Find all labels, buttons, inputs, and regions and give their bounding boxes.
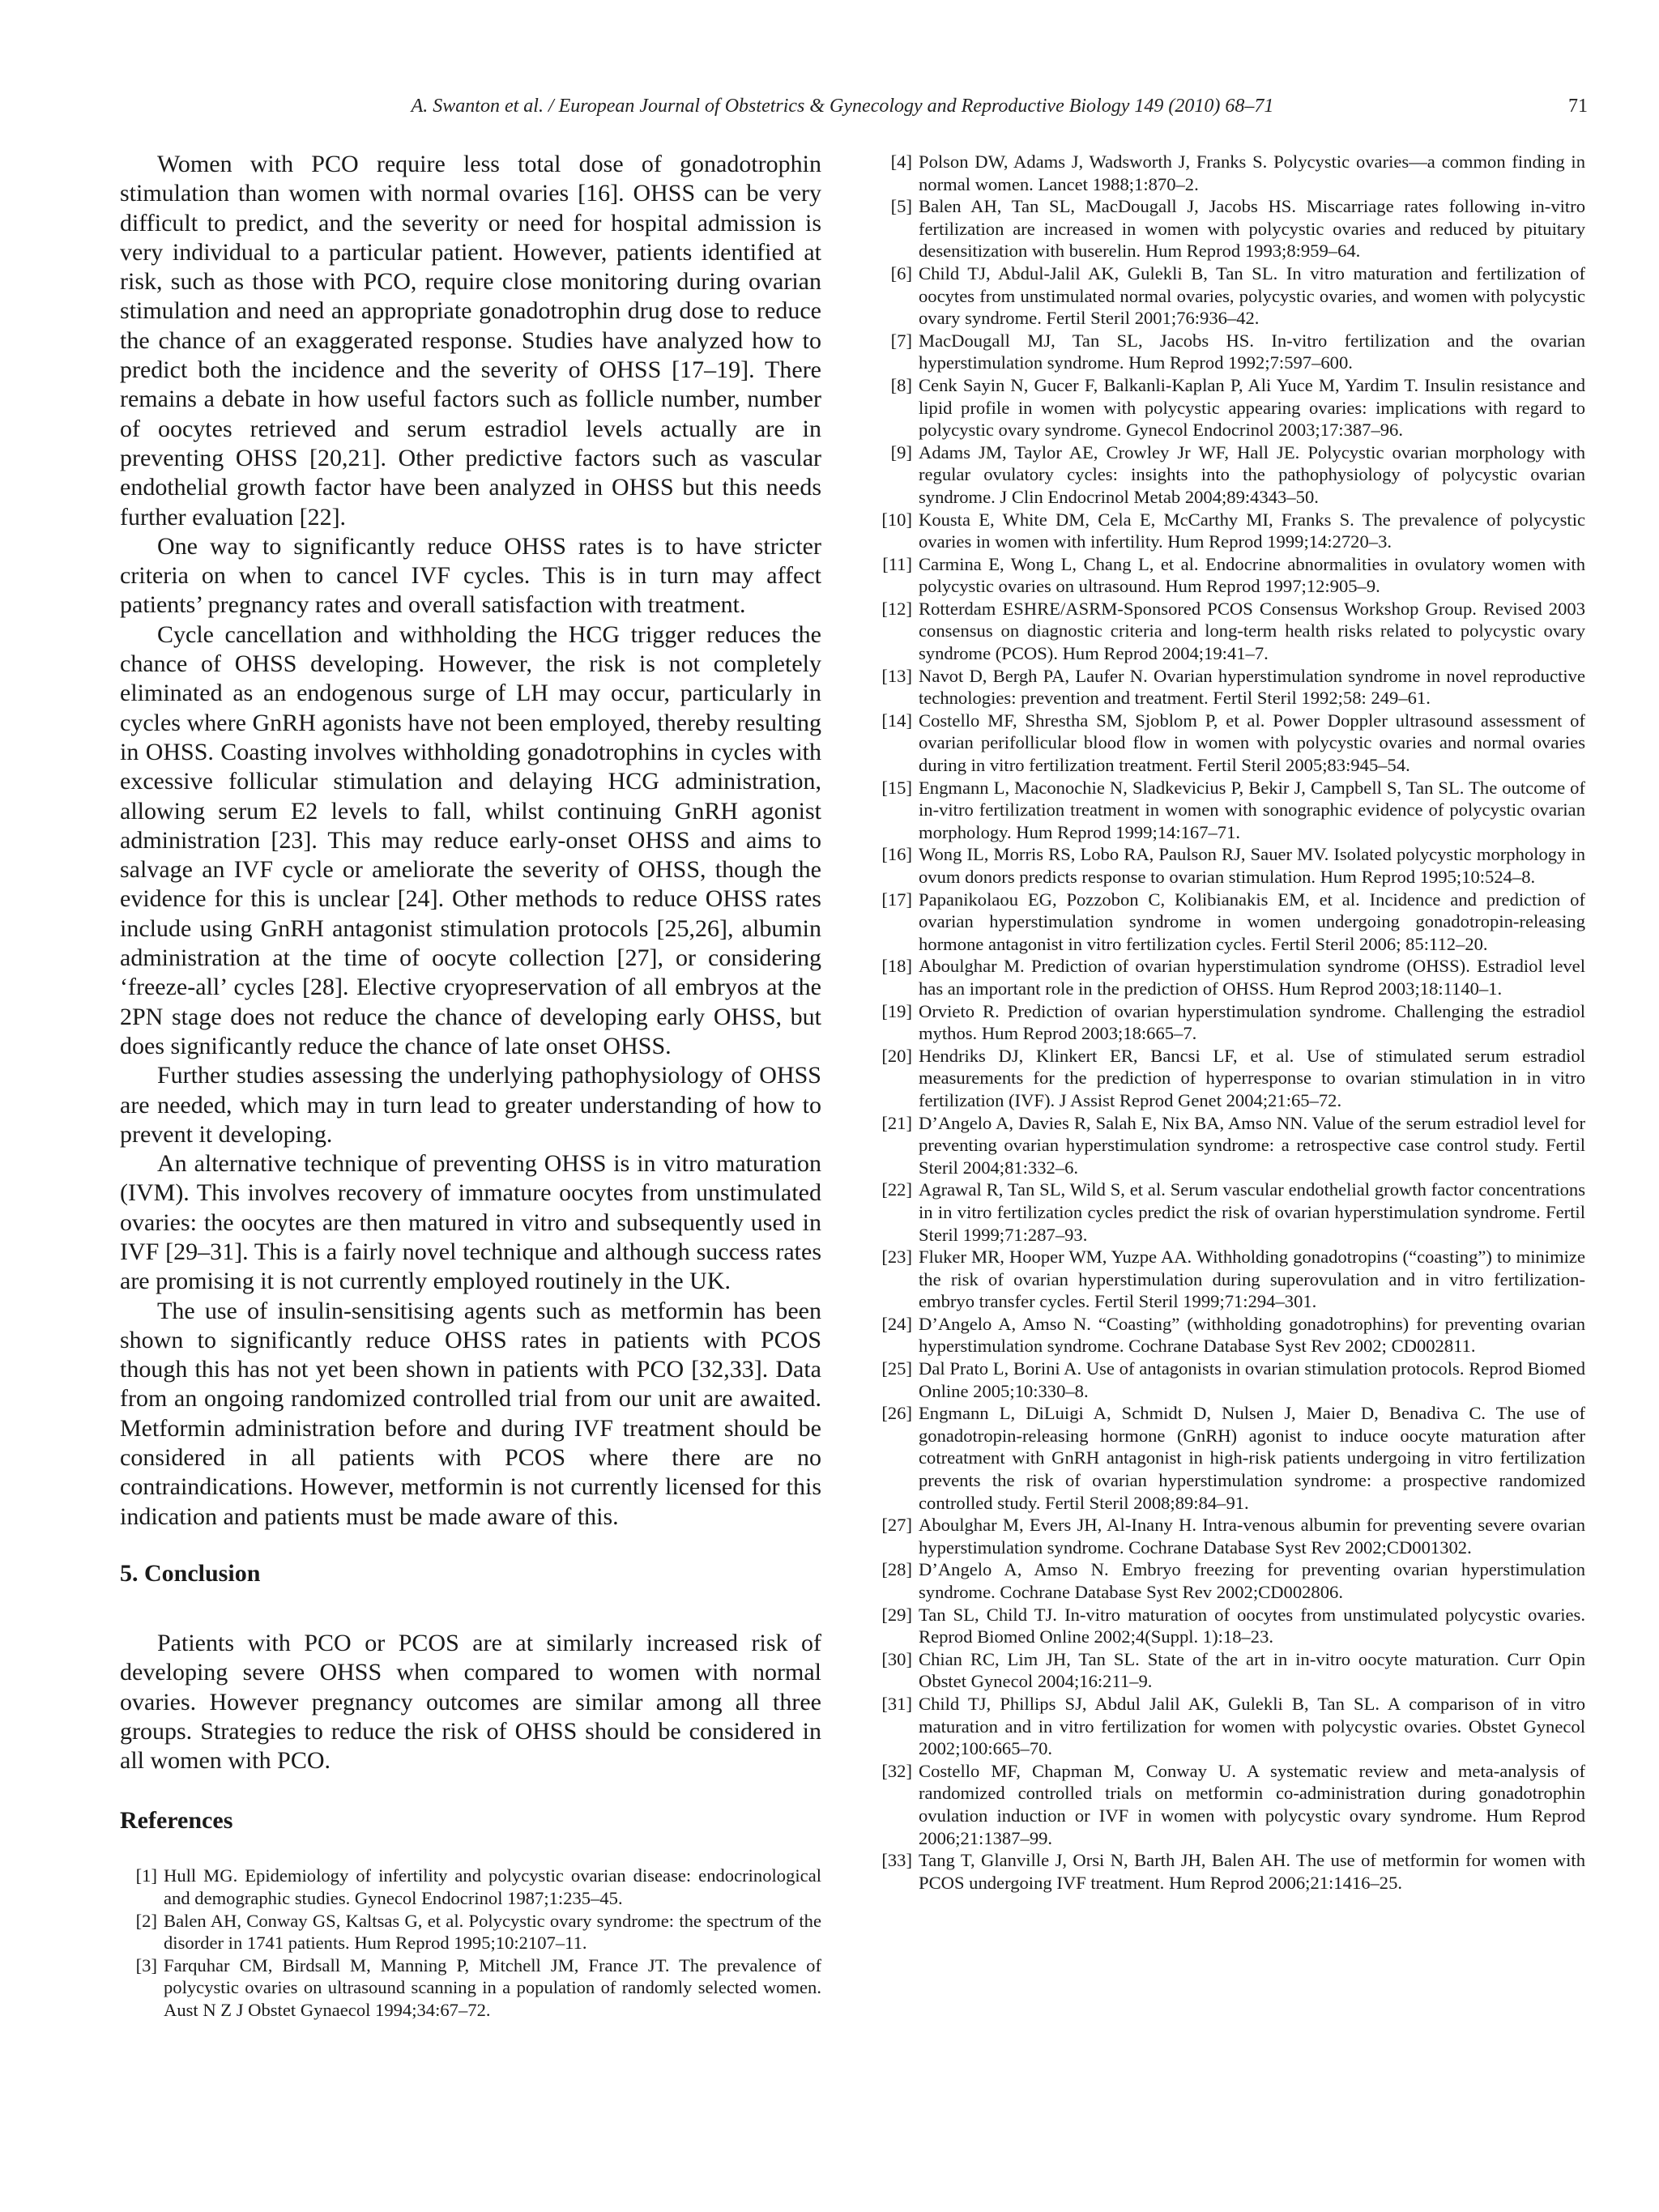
- reference-text: Aboulghar M, Evers JH, Al-Inany H. Intra-venous albumin for preventing severe ovarian hyperstimulation syndrome. Cochrane Database Syst Rev 2002;CD001302.: [919, 1515, 1585, 1558]
- reference-number: [17]: [881, 889, 912, 910]
- reference-text: Fluker MR, Hooper WM, Yuzpe AA. Withholding gonadotropins (“coasting”) to minimize the risk of ovarian hyperstimulation during superovulation and in vitro fertilization-embryo transfer cycles. Fertil Steril 1999;71:294–301.: [919, 1247, 1585, 1312]
- reference-item: [875, 1514, 1585, 1558]
- reference-number: [26]: [881, 1403, 912, 1424]
- reference-number: [15]: [881, 777, 912, 798]
- reference-number: [31]: [881, 1693, 912, 1714]
- reference-number: [19]: [881, 1000, 912, 1021]
- reference-text: Adams JM, Taylor AE, Crowley Jr WF, Hall JE. Polycystic ovarian morphology with regular ovulatory cycles: insights into the pathophysiology of polycystic ovarian syndrome. J Clin Endocrinol Metab 2004;89:4343–50.: [919, 441, 1585, 507]
- reference-text: Agrawal R, Tan SL, Wild S, et al. Serum vascular endothelial growth factor concentrations in in vitro fertilization cycles predict the risk of ovarian hyperstimulation syndrome. Fertil Steril 1999;71:287–93.: [919, 1179, 1585, 1245]
- reference-text: MacDougall MJ, Tan SL, Jacobs HS. In-vitro fertilization and the ovarian hyperstimulation syndrome. Hum Reprod 1992;7:597–600.: [919, 330, 1585, 373]
- reference-item: [120, 1910, 821, 1954]
- reference-text: Kousta E, White DM, Cela E, McCarthy MI, Franks S. The prevalence of polycystic ovaries in women with infertility. Hum Reprod 1999;14:2720–3.: [919, 509, 1585, 552]
- reference-text: Farquhar CM, Birdsall M, Manning P, Mitchell JM, France JT. The prevalence of polycystic ovaries on ultrasound scanning in a population of randomly selected women. Aust N Z J Obstet Gynaecol 1994;34:67–72.: [164, 1954, 821, 2020]
- reference-item: [875, 1045, 1585, 1112]
- reference-number: [10]: [881, 509, 912, 530]
- paragraph-2: One way to significantly reduce OHSS rates is to have stricter criteria on when to cancel IVF cycles. This is in turn may affect patients’ pregnancy rates and overall satisfaction with treatment.: [120, 532, 821, 619]
- reference-text: Cenk Sayin N, Gucer F, Balkanli-Kaplan P, Ali Yuce M, Yardim T. Insulin resistance and lipid profile in women with polycystic appearing ovaries: implications with regard to polycystic ovary syndrome. Gynecol Endocrinol 2003;17:387–96.: [919, 374, 1585, 441]
- reference-item: [875, 1760, 1585, 1849]
- reference-number: [33]: [881, 1850, 912, 1871]
- reference-text: Dal Prato L, Borini A. Use of antagonists in ovarian stimulation protocols. Reprod Biomed Online 2005;10:330–8.: [919, 1358, 1585, 1401]
- reference-number: [14]: [881, 710, 912, 731]
- reference-item: [875, 889, 1585, 956]
- reference-text: D’Angelo A, Amso N. “Coasting” (withholding gonadotrophins) for preventing ovarian hyperstimulation syndrome. Cochrane Database Syst Rev 2002; CD002811.: [919, 1313, 1585, 1357]
- reference-item: [875, 1112, 1585, 1179]
- reference-item: [120, 1954, 821, 2022]
- reference-text: Aboulghar M. Prediction of ovarian hyperstimulation syndrome (OHSS). Estradiol level has an important role in the prediction of OHSS. Hum Reprod 2003;18:1140–1.: [919, 956, 1585, 999]
- reference-item: [875, 1693, 1585, 1760]
- reference-item: [875, 843, 1585, 888]
- reference-item: [875, 1313, 1585, 1357]
- reference-text: Rotterdam ESHRE/ASRM-Sponsored PCOS Consensus Workshop Group. Revised 2003 consensus on diagnostic criteria and long-term health risks related to polycystic ovary syndrome (PCOS). Hum Reprod 2004;19:41–7.: [919, 598, 1585, 664]
- page-number: 71: [1568, 96, 1588, 117]
- running-head: A. Swanton et al. / European Journal of Obstetrics & Gynecology and Reproductive Biology 149 (2010) 68–71: [411, 96, 1274, 117]
- reference-item: [875, 330, 1585, 374]
- paragraph-1: Women with PCO require less total dose of gonadotrophin stimulation than women with normal ovaries [16]. OHSS can be very difficult to predict, and the severity or need for hospital admission is very individual to a particular patient. However, patients identified at risk, such as those with PCO, require close monitoring during ovarian stimulation and need an appropriate gonadotrophin drug dose to reduce the chance of an exaggerated response. Studies have analyzed how to predict both the incidence and the severity of OHSS [17–19]. There remains a debate in how useful factors such as follicle number, number of oocytes retrieved and serum estradiol levels actually are in preventing OHSS [20,21]. Other predictive factors such as vascular endothelial growth factor have been analyzed in OHSS but this needs further evaluation [22].: [120, 151, 821, 531]
- reference-number: [3]: [135, 1954, 157, 1975]
- paragraph-5: An alternative technique of preventing OHSS is in vitro maturation (IVM). This involves recovery of immature oocytes from unstimulated ovaries: the oocytes are then matured in vitro and subsequently used in IVF [29–31]. This is a fairly novel technique and although success rates are promising it is not currently employed routinely in the UK.: [120, 1150, 821, 1295]
- reference-text: Orvieto R. Prediction of ovarian hyperstimulation syndrome. Challenging the estradiol mythos. Hum Reprod 2003;18:665–7.: [919, 1000, 1585, 1044]
- reference-number: [24]: [881, 1313, 912, 1334]
- reference-item: [875, 598, 1585, 665]
- reference-text: Child TJ, Phillips SJ, Abdul Jalil AK, Gulekli B, Tan SL. A comparison of in vitro maturation and in vitro fertilization for women with polycystic ovaries. Obstet Gynecol 2002;100:665–70.: [919, 1693, 1585, 1759]
- reference-text: Child TJ, Abdul-Jalil AK, Gulekli B, Tan SL. In vitro maturation and fertilization of oocytes from unstimulated normal ovaries, polycystic ovaries, and women with polycystic ovary syndrome. Fertil Steril 2001;76:936–42.: [919, 262, 1585, 329]
- reference-item: [875, 1246, 1585, 1313]
- reference-text: Engmann L, Maconochie N, Sladkevicius P, Bekir J, Campbell S, Tan SL. The outcome of in-vitro fertilization treatment in women with sonographic evidence of polycystic ovarian morphology. Hum Reprod 1999;14:167–71.: [919, 777, 1585, 842]
- reference-item: [875, 509, 1585, 553]
- reference-item: [875, 1604, 1585, 1648]
- reference-text: Tan SL, Child TJ. In-vitro maturation of oocytes from unstimulated polycystic ovaries. Reprod Biomed Online 2002;4(Suppl. 1):18–23.: [919, 1604, 1585, 1647]
- reference-item: [875, 374, 1585, 441]
- reference-item: [875, 151, 1585, 195]
- reference-item: [875, 1000, 1585, 1045]
- reference-list-right: [875, 151, 1585, 1894]
- reference-text: Wong IL, Morris RS, Lobo RA, Paulson RJ, Sauer MV. Isolated polycystic morphology in ovum donors predicts response to ovarian stimulation. Hum Reprod 1995;10:524–8.: [919, 844, 1585, 887]
- reference-number: [9]: [890, 441, 912, 462]
- reference-item: [875, 1357, 1585, 1402]
- reference-number: [2]: [135, 1910, 157, 1931]
- reference-list-left: [120, 1865, 821, 2021]
- reference-item: [875, 1558, 1585, 1603]
- reference-number: [4]: [890, 151, 912, 172]
- reference-item: [875, 1178, 1585, 1246]
- reference-number: [21]: [881, 1112, 912, 1133]
- reference-item: [875, 195, 1585, 262]
- reference-number: [16]: [881, 844, 912, 865]
- reference-item: [875, 1402, 1585, 1514]
- reference-number: [29]: [881, 1604, 912, 1625]
- reference-text: Chian RC, Lim JH, Tan SL. State of the art in in-vitro oocyte maturation. Curr Opin Obstet Gynecol 2004;16:211–9.: [919, 1648, 1585, 1692]
- reference-text: Engmann L, DiLuigi A, Schmidt D, Nulsen J, Maier D, Benadiva C. The use of gonadotropin-releasing hormone (GnRH) agonist to induce oocyte maturation after cotreatment with GnRH antagonist in high-risk patients undergoing in vitro fertilization prevents the risk of ovarian hyperstimulation syndrome: a prospective randomized controlled study. Fertil Steril 2008;89:84–91.: [919, 1403, 1585, 1513]
- paragraph-3: Cycle cancellation and withholding the HCG trigger reduces the chance of OHSS developing. However, the risk is not completely eliminated as an endogenous surge of LH may occur, particularly in cycles where GnRH agonists have not been employed, thereby resulting in OHSS. Coasting involves withholding gonadotrophins in cycles with excessive follicular stimulation and delaying HCG administration, allowing serum E2 levels to fall, whilst continuing GnRH agonist administration [23]. This may reduce early-onset OHSS and aims to salvage an IVF cycle or ameliorate the severity of OHSS, though the evidence for this is unclear [24]. Other methods to reduce OHSS rates include using GnRH antagonist stimulation protocols [25,26], albumin administration at the time of oocyte collection [27], or considering ‘freeze-all’ cycles [28]. Elective cryopreservation of all embryos at the 2PN stage does not reduce the chance of developing early OHSS, but does significantly reduce the chance of late onset OHSS.: [120, 620, 821, 1059]
- reference-number: [7]: [890, 330, 912, 351]
- reference-text: Costello MF, Chapman M, Conway U. A systematic review and meta-analysis of randomized controlled trials on metformin co-administration during gonadotrophin ovulation induction or IVF in women with polycystic ovary syndrome. Hum Reprod 2006;21:1387–99.: [919, 1760, 1585, 1848]
- reference-item: [875, 1648, 1585, 1693]
- paragraph-6: The use of insulin-sensitising agents such as metformin has been shown to significantly reduce OHSS rates in patients with PCOS though this has not yet been shown in patients with PCO [32,33]. Data from an ongoing randomized controlled trial from our unit are awaited. Metformin administration before and during IVF treatment should be considered in all patients with PCOS where there are no contraindications. However, metformin is not currently licensed for this indication and patients must be made aware of this.: [120, 1297, 821, 1530]
- reference-text: Hendriks DJ, Klinkert ER, Bancsi LF, et al. Use of stimulated serum estradiol measurements for the prediction of hyperresponse to ovarian stimulation in in vitro fertilization (IVF). J Assist Reprod Genet 2004;21:65–72.: [919, 1045, 1585, 1110]
- reference-text: Balen AH, Conway GS, Kaltsas G, et al. Polycystic ovary syndrome: the spectrum of the disorder in 1741 patients. Hum Reprod 1995;10:2107–11.: [164, 1910, 821, 1954]
- reference-text: Carmina E, Wong L, Chang L, et al. Endocrine abnormalities in ovulatory women with polycystic ovaries on ultrasound. Hum Reprod 1997;12:905–9.: [919, 553, 1585, 597]
- reference-text: Costello MF, Shrestha SM, Sjoblom P, et al. Power Doppler ultrasound assessment of ovarian perifollicular blood flow in women with polycystic ovaries and normal ovaries during in vitro fertilization treatment. Fertil Steril 2005;83:945–54.: [919, 710, 1585, 776]
- reference-item: [875, 955, 1585, 999]
- right-column: [875, 151, 1585, 1894]
- reference-number: [28]: [881, 1559, 912, 1580]
- reference-text: Navot D, Bergh PA, Laufer N. Ovarian hyperstimulation syndrome in novel reproductive technologies: prevention and treatment. Fertil Steril 1992;58: 249–61.: [919, 665, 1585, 709]
- reference-number: [22]: [881, 1179, 912, 1200]
- discussion-body: [120, 150, 821, 1532]
- reference-text: Polson DW, Adams J, Wadsworth J, Franks S. Polycystic ovaries—a common finding in normal women. Lancet 1988;1:870–2.: [919, 151, 1585, 194]
- reference-number: [5]: [890, 196, 912, 217]
- reference-number: [11]: [882, 553, 912, 574]
- reference-number: [12]: [881, 598, 912, 619]
- reference-text: D’Angelo A, Davies R, Salah E, Nix BA, Amso NN. Value of the serum estradiol level for preventing ovarian hyperstimulation syndrome: a retrospective case control study. Fertil Steril 2004;81:332–6.: [919, 1112, 1585, 1178]
- reference-item: [120, 1865, 821, 1909]
- conclusion-paragraph: Patients with PCO or PCOS are at similarly increased risk of developing severe OHSS when compared to women with normal ovaries. However pregnancy outcomes are similar among all three groups. Strategies to reduce the risk of OHSS should be considered in all women with PCO.: [120, 1629, 821, 1775]
- reference-item: [875, 553, 1585, 598]
- reference-item: [875, 777, 1585, 844]
- references-heading: References: [120, 1807, 233, 1835]
- reference-number: [27]: [881, 1515, 912, 1536]
- reference-number: [32]: [881, 1760, 912, 1781]
- conclusion-body: [120, 1629, 821, 1775]
- reference-text: Balen AH, Tan SL, MacDougall J, Jacobs HS. Miscarriage rates following in-vitro fertilization are increased in women with polycystic ovaries and reduced by pituitary desensitization with buserelin. Hum Reprod 1993;8:959–64.: [919, 196, 1585, 262]
- reference-number: [1]: [135, 1865, 157, 1886]
- reference-number: [30]: [881, 1648, 912, 1669]
- reference-number: [6]: [890, 262, 912, 283]
- reference-number: [20]: [881, 1045, 912, 1066]
- conclusion-heading: 5. Conclusion: [120, 1559, 261, 1587]
- reference-item: [875, 262, 1585, 330]
- reference-number: [8]: [890, 374, 912, 395]
- reference-item: [875, 665, 1585, 710]
- reference-item: [875, 710, 1585, 777]
- reference-item: [875, 1849, 1585, 1894]
- left-column: [120, 150, 821, 2022]
- reference-text: D’Angelo A, Amso N. Embryo freezing for preventing ovarian hyperstimulation syndrome. Cochrane Database Syst Rev 2002;CD002806.: [919, 1559, 1585, 1602]
- paragraph-4: Further studies assessing the underlying pathophysiology of OHSS are needed, which may in turn lead to greater understanding of how to prevent it developing.: [120, 1062, 821, 1148]
- reference-number: [25]: [881, 1358, 912, 1379]
- reference-number: [18]: [881, 956, 912, 977]
- reference-text: Papanikolaou EG, Pozzobon C, Kolibianakis EM, et al. Incidence and prediction of ovarian hyperstimulation syndrome in women undergoing gonadotropin-releasing hormone antagonist in vitro fertilization cycles. Fertil Steril 2006; 85:112–20.: [919, 889, 1585, 954]
- reference-text: Hull MG. Epidemiology of infertility and polycystic ovarian disease: endocrinological and demographic studies. Gynecol Endocrinol 1987;1:235–45.: [164, 1865, 821, 1909]
- reference-item: [875, 441, 1585, 509]
- reference-number: [23]: [881, 1247, 912, 1268]
- reference-text: Tang T, Glanville J, Orsi N, Barth JH, Balen AH. The use of metformin for women with PCOS undergoing IVF treatment. Hum Reprod 2006;21:1416–25.: [919, 1850, 1585, 1893]
- reference-number: [13]: [881, 665, 912, 686]
